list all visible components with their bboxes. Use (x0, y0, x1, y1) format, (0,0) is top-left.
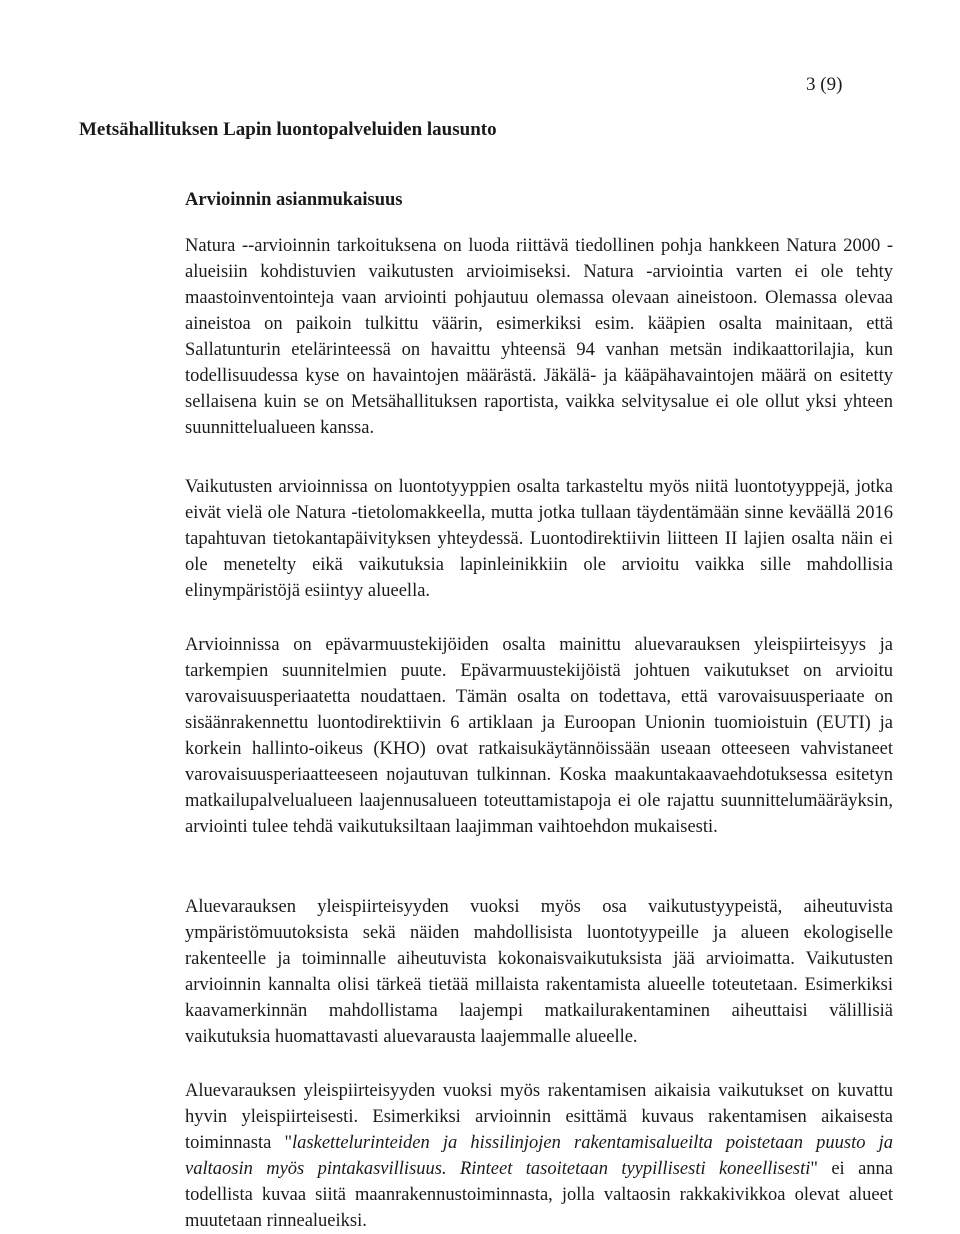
body-text (185, 894, 893, 1050)
body-text (185, 1078, 893, 1234)
body-text (185, 632, 893, 840)
body-text (185, 474, 893, 604)
paragraph-5-quote: laskettelurinteiden ja hissilinjojen rakentamisalueilta poistetaan puusto ja valtaosin myös pintakasvillisuus. Rinteet tasoitetaan tyypillisesti koneellisesti (185, 1133, 893, 1179)
paragraph-1: Natura --arvioinnin tarkoituksena on luoda riittävä tiedollinen pohja hankkeen Natura 2000 -alueisiin kohdistuvien vaikutusten arvioimiseksi. Natura -arviointia varten ei ole tehty maastoinventointeja vaan arviointi pohjautuu olemassa olevaan aineistoon. Olemassa olevaa aineistoa on paikoin tulkittu väärin, esimerkiksi esim. kääpien osalta mainitaan, että Sallatunturin etelärinteessä on havaittu yhteensä 94 vanhan metsän indikaattorilajia, kun todellisuudessa kyse on havaintojen määrästä. Jäkälä- ja kääpähavaintojen määrä on esitetty sellaisena kuin se on Metsähallituksen raportista, vaikka selvitysalue ei ole ollut yksi yhteen suunnittelualueen kanssa. (185, 236, 893, 438)
paragraph-2: Vaikutusten arvioinnissa on luontotyyppien osalta tarkasteltu myös niitä luontotyyppejä, jotka eivät vielä ole Natura -tietolomakkeella, mutta jotka tullaan täydentämään sinne keväällä 2016 tapahtuvan tietokantapäivityksen yhteydessä. Luontodirektiivin liitteen II lajien osalta näin ei ole menetelty eikä vaikutuksia lapinleinikkiin ole arvioitu vaikka sille mahdollisia elinympäristöjä esiintyy alueella. (185, 477, 893, 601)
body-text (185, 233, 893, 441)
section-heading: Arvioinnin asianmukaisuus (185, 190, 403, 210)
paragraph-5-text-end: " ei anna todellista kuvaa siitä maanrakennustoiminnasta, jolla valtaosin rakkakivikkoa olevat alueet muutetaan rinnealueiksi. (185, 1159, 894, 1231)
paragraph-4: Aluevarauksen yleispiirteisyyden vuoksi myös osa vaikutustyypeistä, aiheutuvista ympäristömuutoksista sekä näiden mahdollisista luontotyypeille ja alueen ekologiselle rakenteelle ja toiminnalle aiheutuvista kokonaisvaikutuksista jää arvioimatta. Vaikutusten arvioinnin kannalta olisi tärkeä tietää millaista rakentamista alueelle toteutetaan. Esimerkiksi kaavamerkinnän mahdollistama laajempi matkailurakentaminen aiheuttaisi välillisiä vaikutuksia huomattavasti aluevarausta laajemmalle alueelle. (185, 897, 893, 1047)
document-title: Metsähallituksen Lapin luontopalveluiden lausunto (79, 119, 497, 140)
paragraph-3: Arvioinnissa on epävarmuustekijöiden osalta mainittu aluevarauksen yleispiirteisyys ja tarkempien suunnitelmien puute. Epävarmuustekijöistä johtuen vaikutukset on arvioitu varovaisuusperiaatetta noudattaen. Tämän osalta on todettava, että varovaisuusperiaate on sisäänrakennettu luontodirektiivin 6 artiklaan ja Euroopan Unionin tuomioistuin (EUTI) ja korkein hallinto-oikeus (KHO) ovat ratkaisukäytännöissään useaan otteeseen vahvistaneet varovaisuusperiaatteeseen nojautuvan tulkinnan. Koska maakuntakaavaehdotuksessa esitetyn matkailupalvelualueen laajennusalueen toteuttamistapoja ei ole rajattu suunnittelumääräyksin, arviointi tulee tehdä vaikutuksiltaan laajimman vaihtoehdon mukaisesti. (185, 635, 893, 837)
page-number: 3 (9) (806, 74, 843, 95)
paragraph-5-text-start: Aluevarauksen yleispiirteisyyden vuoksi myös rakentamisen aikaisia vaikutukset on kuvattu hyvin yleispiirteisesti. Esimerkiksi arvioinnin esittämä kuvaus rakentamisen aikaisesta toiminnasta " (185, 1081, 893, 1153)
paragraph-5 (185, 1078, 893, 1234)
